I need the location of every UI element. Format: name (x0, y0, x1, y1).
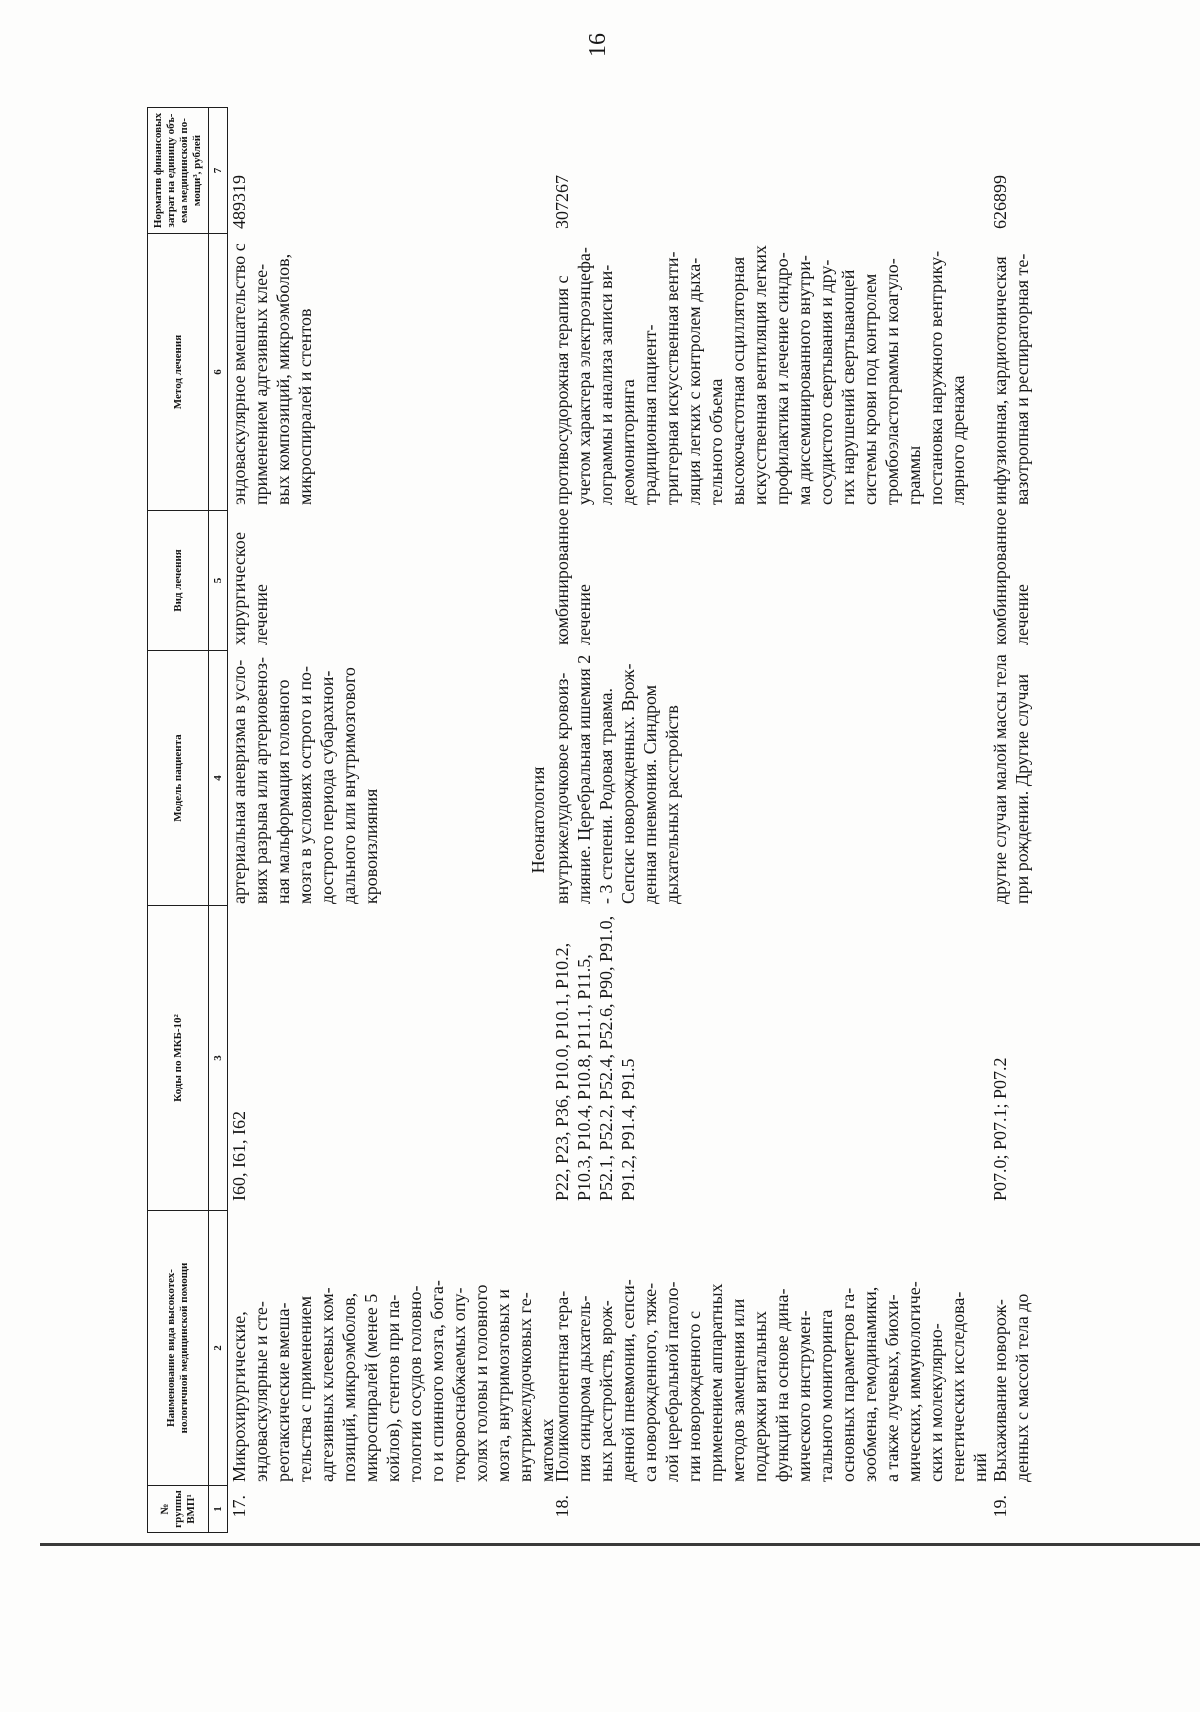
cell-icd-codes: P22, P23, P36, P10.0, P10.1, P10.2, P10.3, P10.4, P10.8, P11.1, P11.5, P52.1, P52.2, P52.4, P52.6, P90, P91.0, P91.2, P91.4, P91.5 (552, 915, 638, 1201)
cell-treatment-type: комбинированное лечение (990, 508, 1032, 645)
cell-patient-model: другие случаи малой массы тела при рождении. Другие случаи (990, 654, 1032, 904)
cell-patient-model: артериальная аневризма в усло- виях разрыва или артериовеноз- ная мальформация головного мозга в условиях острого и по- дострого периода субарахнои- дального или внутримозгового кровоизлияния (229, 657, 381, 904)
header-cell-cost-standard: Норматив финансовых затрат на единицу объ- ема медицинской по- мощи³, рублей (152, 112, 203, 229)
section-heading: Неонатология (528, 766, 548, 874)
column-number-cell: 1 (209, 1485, 227, 1532)
cell-group-number: 19. (990, 1495, 1010, 1518)
column-number-cell: 3 (209, 905, 227, 1210)
cell-treatment-method: инфузионная, кардиотоническая вазотропная и респираторная те- (990, 253, 1032, 505)
header-cell-group-number: № группы ВМП¹ (148, 1485, 208, 1532)
column-number-cell: 5 (209, 510, 227, 650)
column-number-cell: 4 (209, 650, 227, 905)
cell-care-name: Выхаживание новорож- денных с массой тела до (990, 1293, 1032, 1482)
cell-patient-model: внутрижелудочковое кровоиз- лияние. Церебральная ишемия 2 - 3 степени. Родовая травма. Сепсис новорожденных. Врож- денная пневмония. Синдром дыхательных расстройств (552, 654, 682, 904)
column-number-cell: 6 (209, 233, 227, 510)
cell-cost-standard: 307267 (552, 175, 572, 229)
header-cell-patient-model: Модель пациента (148, 650, 208, 905)
table-row (551, 108, 991, 1532)
cell-treatment-method: противосудорожная терапия с учетом характера электроэнцефа- лограммы и анализа записи ви- деомониторинга традиционная пациент- триггерная искусственная венти- ляция легких с контролем дыха- тельного объема высокочастотная осцилляторная искусственная вентиляция легких профилактика и лечение синдро- ма диссеминированного внутри- сосудистого свертывания и дру- гих нарушений свертывающей системы крови под контролем тромбоэластограммы и коагуло- граммы постановка наружного вентрику- лярного дренажа (552, 245, 968, 505)
table-row (228, 108, 558, 1532)
column-number-cell: 2 (209, 1210, 227, 1485)
cell-cost-standard: 489319 (229, 175, 249, 229)
table-row (989, 108, 1033, 1532)
cell-group-number: 17. (229, 1495, 249, 1518)
cell-icd-codes: I60, I61, I62 (229, 1111, 249, 1201)
header-cell-treatment-type: Вид лечения (148, 510, 208, 650)
table-header (147, 107, 228, 1533)
cell-treatment-type: хирургическое лечение (229, 532, 271, 645)
cell-treatment-type: комбинированное лечение (552, 508, 594, 645)
cell-care-name: Микрохирургические, эндоваскулярные и сте- реотаксические вмеша- тельства с применением адгезивных клеевых ком- позиций, микроэмболов, микроспиралей (менее 5 койлов), стентов при па- тологии сосудов головно- го и спинного мозга, бога- токровоснабжаемых опу- холях головы и головного мозга, внутримозговых и внутрижелудочковых ге- матомах (229, 1280, 557, 1482)
cell-care-name: Поликомпонентная тера- пия синдрома дыхатель- ных расстройств, врож- денной пневмонии, сепси- са новорожденного, тяже- лой церебральной патоло- гии новорожденного с применением аппаратных методов замещения или поддержки витальных функций на основе дина- мического инструмен- тального мониторинга основных параметров га- зообмена, гемодинамики, а также лучевых, биохи- мических, иммунологиче- ских и молекулярно- генетических исследова- ний (552, 1279, 990, 1482)
header-cell-care-name: Наименование вида высокотех- нологичной медицинской помощи (148, 1210, 208, 1485)
page-number: 16 (585, 33, 611, 57)
header-row (148, 108, 208, 1532)
header-cell-treatment-method: Метод лечения (148, 233, 208, 510)
cell-group-number: 18. (552, 1495, 572, 1518)
cell-cost-standard: 626899 (990, 175, 1010, 229)
column-number-cell: 7 (211, 167, 224, 174)
cell-treatment-method: эндоваскулярное вмешательство с применением адгезивных клее- вых композиций, микроэмболов, микроспиралей и стентов (229, 243, 315, 505)
header-cell-icd-codes: Коды по МКБ-10² (148, 905, 208, 1210)
cell-icd-codes: P07.0; P07.1; P07.2 (990, 1057, 1010, 1201)
column-number-row (208, 108, 227, 1532)
